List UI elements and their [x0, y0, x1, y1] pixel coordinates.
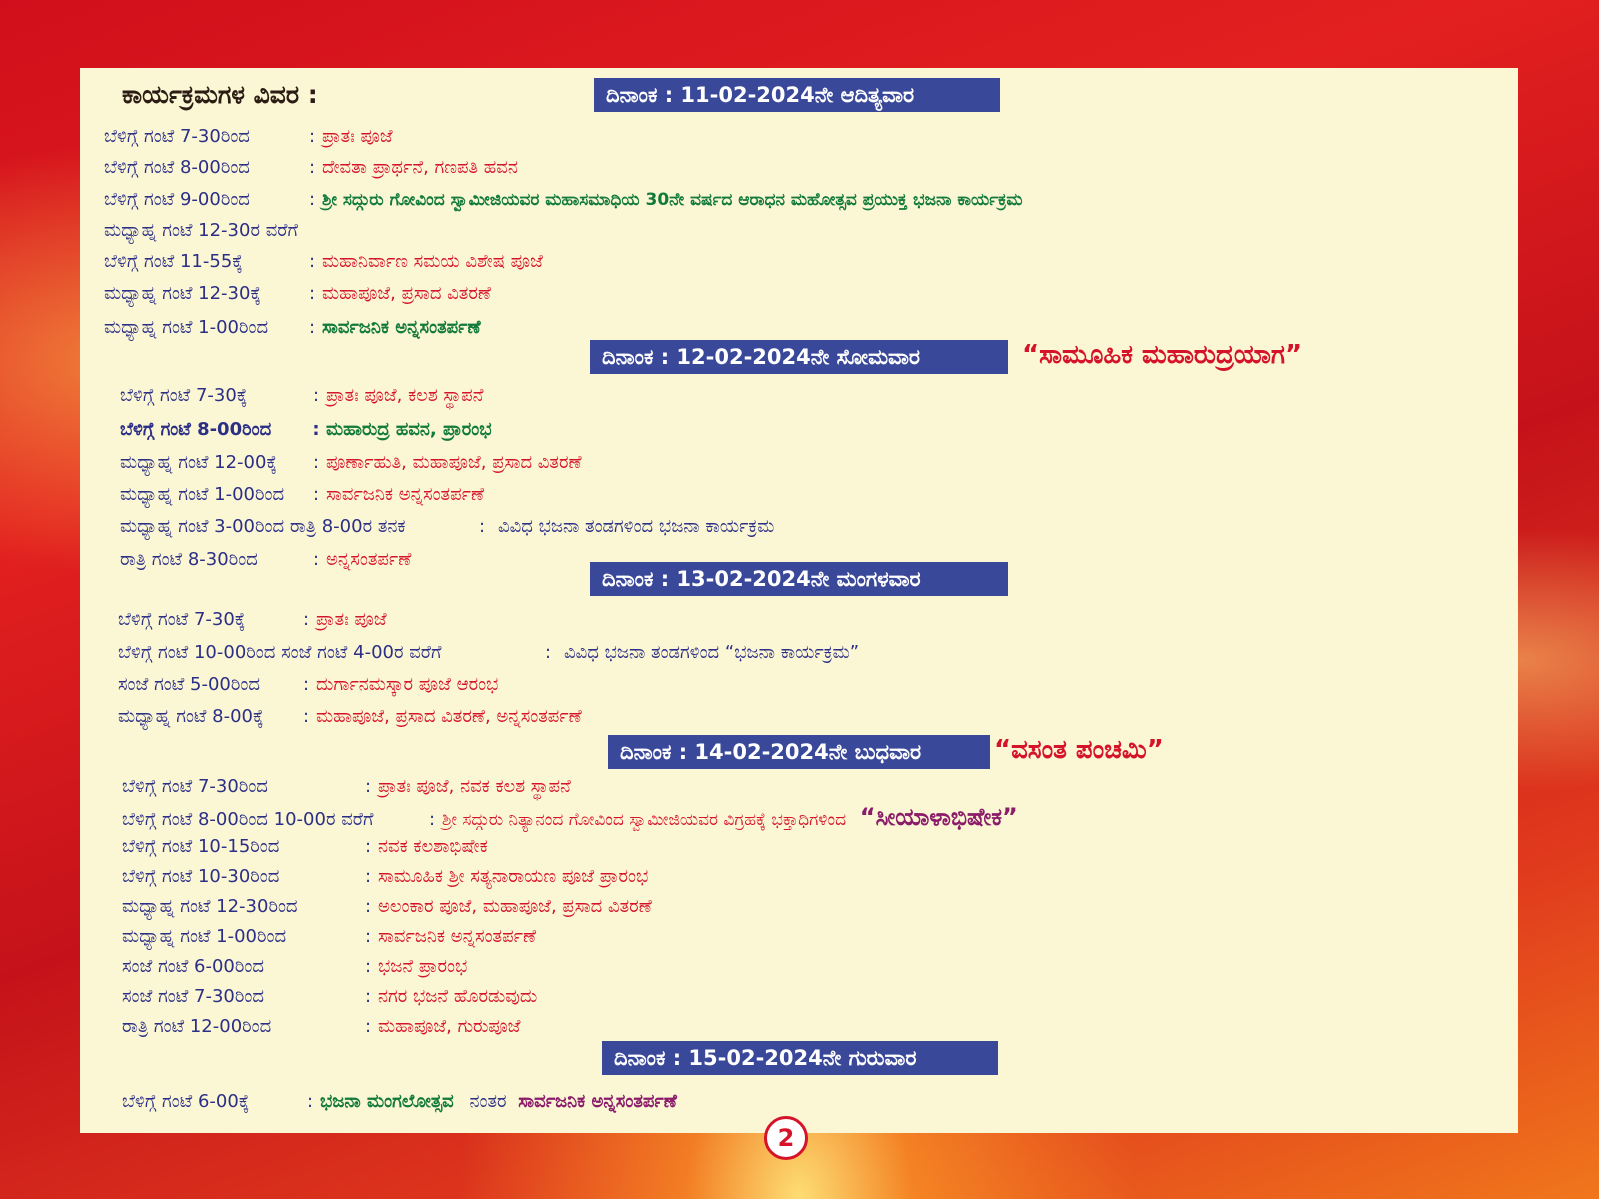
date-bar-day1: ದಿನಾಂಕ : 11-02-2024ನೇ ಆದಿತ್ಯವಾರ — [594, 78, 1000, 112]
schedule-row: ಬೆಳಿಗ್ಗೆ ಗಂಟೆ 9-00ರಿಂದ : ಶ್ರೀ ಸದ್ಗುರು ಗೋವಿಂದ ಸ್ವಾಮೀಜಿಯವರ ಮಹಾಸಮಾಧಿಯ 30ನೇ ವರ್ಷದ ಆರಾಧನ ಮಹೋತ್ಸವ ಪ್ರಯುಕ್ತ ಭಜನಾ ಕಾರ್ಯಕ್ರಮ — [104, 189, 1023, 210]
event-title: “ಸಾಮೂಹಿಕ ಮಹಾರುದ್ರಯಾಗ” — [1022, 340, 1303, 370]
schedule-row: ಮಧ್ಯಾಹ್ನ ಗಂಟೆ 12-00ಕ್ಕೆ : ಪೂರ್ಣಾಹುತಿ, ಮಹಾಪೂಜೆ, ಪ್ರಸಾದ ವಿತರಣೆ — [120, 452, 582, 473]
schedule-row: ಸಂಜೆ ಗಂಟೆ 5-00ರಿಂದ : ದುರ್ಗಾನಮಸ್ಕಾರ ಪೂಜೆ ಆರಂಭ — [118, 674, 499, 695]
schedule-row: ಬೆಳಿಗ್ಗೆ ಗಂಟೆ 6-00ಕ್ಕೆ : ಭಜನಾ ಮಂಗಲೋತ್ಸವ ನಂತರ ಸಾರ್ವಜನಿಕ ಅನ್ನಸಂತರ್ಪಣೆ — [122, 1091, 677, 1112]
schedule-row: ಬೆಳಿಗ್ಗೆ ಗಂಟೆ 8-00ರಿಂದ 10-00ರ ವರೆಗೆ : ಶ್ರೀ ಸದ್ಗುರು ನಿತ್ಯಾನಂದ ಗೋವಿಂದ ಸ್ವಾಮೀಜಿಯವರ ವಿಗ್ರಹಕ್ಕೆ ಭಕ್ತಾಧಿಗಳಿಂದ “ಸೀಯಾಳಾಭಿಷೇಕ” — [122, 803, 1018, 831]
schedule-row: ಸಂಜೆ ಗಂಟೆ 6-00ರಿಂದ : ಭಜನೆ ಪ್ರಾರಂಭ — [122, 956, 468, 977]
schedule-row: ಮಧ್ಯಾಹ್ನ ಗಂಟೆ 12-30ಕ್ಕೆ : ಮಹಾಪೂಜೆ, ಪ್ರಸಾದ ವಿತರಣೆ — [104, 283, 491, 304]
page-heading: ಕಾರ್ಯಕ್ರಮಗಳ ವಿವರ : — [122, 80, 318, 109]
schedule-row: ಸಂಜೆ ಗಂಟೆ 7-30ರಿಂದ : ನಗರ ಭಜನೆ ಹೊರಡುವುದು — [122, 986, 538, 1007]
schedule-row: ಮಧ್ಯಾಹ್ನ ಗಂಟೆ 3-00ರಿಂದ ರಾತ್ರಿ 8-00ರ ತನಕ : ವಿವಿಧ ಭಜನಾ ತಂಡಗಳಿಂದ ಭಜನಾ ಕಾರ್ಯಕ್ರಮ — [120, 516, 775, 537]
schedule-row: ಮಧ್ಯಾಹ್ನ ಗಂಟೆ 12-30ರ ವರೆಗೆ — [104, 220, 298, 241]
schedule-row: ರಾತ್ರಿ ಗಂಟೆ 8-30ರಿಂದ : ಅನ್ನಸಂತರ್ಪಣೆ — [120, 549, 412, 570]
schedule-row: ಮಧ್ಯಾಹ್ನ ಗಂಟೆ 12-30ರಿಂದ : ಅಲಂಕಾರ ಪೂಜೆ, ಮಹಾಪೂಜೆ, ಪ್ರಸಾದ ವಿತರಣೆ — [122, 896, 652, 917]
schedule-row: ಬೆಳಿಗ್ಗೆ ಗಂಟೆ 10-30ರಿಂದ : ಸಾಮೂಹಿಕ ಶ್ರೀ ಸತ್ಯನಾರಾಯಣ ಪೂಜೆ ಪ್ರಾರಂಭ — [122, 866, 649, 887]
schedule-row: ರಾತ್ರಿ ಗಂಟೆ 12-00ರಿಂದ : ಮಹಾಪೂಜೆ, ಗುರುಪೂಜೆ — [122, 1016, 521, 1037]
schedule-row: ಮಧ್ಯಾಹ್ನ ಗಂಟೆ 1-00ರಿಂದ : ಸಾರ್ವಜನಿಕ ಅನ್ನಸಂತರ್ಪಣೆ — [104, 317, 481, 338]
schedule-row: ಬೆಳಿಗ್ಗೆ ಗಂಟೆ 8-00ರಿಂದ : ದೇವತಾ ಪ್ರಾರ್ಥನೆ, ಗಣಪತಿ ಹವನ — [104, 157, 518, 178]
schedule-row: ಮಧ್ಯಾಹ್ನ ಗಂಟೆ 8-00ಕ್ಕೆ : ಮಹಾಪೂಜೆ, ಪ್ರಸಾದ ವಿತರಣೆ, ಅನ್ನಸಂತರ್ಪಣೆ — [118, 706, 582, 727]
page-number: 2 — [764, 1116, 808, 1160]
schedule-row: ಮಧ್ಯಾಹ್ನ ಗಂಟೆ 1-00ರಿಂದ : ಸಾರ್ವಜನಿಕ ಅನ್ನಸಂತರ್ಪಣೆ — [120, 484, 485, 505]
date-bar-day5: ದಿನಾಂಕ : 15-02-2024ನೇ ಗುರುವಾರ — [602, 1041, 998, 1075]
event-title: “ವಸಂತ ಪಂಚಮಿ” — [994, 735, 1164, 765]
schedule-row: ಬೆಳಿಗ್ಗೆ ಗಂಟೆ 8-00ರಿಂದ : ಮಹಾರುದ್ರ ಹವನ, ಪ್ರಾರಂಭ — [120, 419, 492, 440]
date-bar-day3: ದಿನಾಂಕ : 13-02-2024ನೇ ಮಂಗಳವಾರ — [590, 562, 1008, 596]
schedule-row: ಬೆಳಿಗ್ಗೆ ಗಂಟೆ 7-30ರಿಂದ : ಪ್ರಾತಃ ಪೂಜೆ — [104, 126, 393, 147]
schedule-row: ಬೆಳಿಗ್ಗೆ ಗಂಟೆ 7-30ಕ್ಕೆ : ಪ್ರಾತಃ ಪೂಜೆ, ಕಲಶ ಸ್ಥಾಪನೆ — [120, 385, 484, 406]
schedule-row: ಬೆಳಿಗ್ಗೆ ಗಂಟೆ 7-30ರಿಂದ : ಪ್ರಾತಃ ಪೂಜೆ, ನವಕ ಕಲಶ ಸ್ಥಾಪನೆ — [122, 776, 571, 797]
schedule-row: ಬೆಳಿಗ್ಗೆ ಗಂಟೆ 7-30ಕ್ಕೆ : ಪ್ರಾತಃ ಪೂಜೆ — [118, 609, 387, 630]
schedule-row: ಬೆಳಿಗ್ಗೆ ಗಂಟೆ 11-55ಕ್ಕೆ : ಮಹಾನಿರ್ವಾಣ ಸಮಯ ವಿಶೇಷ ಪೂಜೆ — [104, 251, 543, 272]
schedule-row: ಬೆಳಿಗ್ಗೆ ಗಂಟೆ 10-00ರಿಂದ ಸಂಜೆ ಗಂಟೆ 4-00ರ ವರೆಗೆ : ವಿವಿಧ ಭಜನಾ ತಂಡಗಳಿಂದ “ಭಜನಾ ಕಾರ್ಯಕ್ರಮ” — [118, 642, 860, 663]
date-bar-day2: ದಿನಾಂಕ : 12-02-2024ನೇ ಸೋಮವಾರ — [590, 340, 1008, 374]
date-bar-day4: ದಿನಾಂಕ : 14-02-2024ನೇ ಬುಧವಾರ — [608, 735, 990, 769]
schedule-row: ಬೆಳಿಗ್ಗೆ ಗಂಟೆ 10-15ರಿಂದ : ನವಕ ಕಲಶಾಭಿಷೇಕ — [122, 836, 488, 857]
schedule-row: ಮಧ್ಯಾಹ್ನ ಗಂಟೆ 1-00ರಿಂದ : ಸಾರ್ವಜನಿಕ ಅನ್ನಸಂತರ್ಪಣೆ — [122, 926, 537, 947]
